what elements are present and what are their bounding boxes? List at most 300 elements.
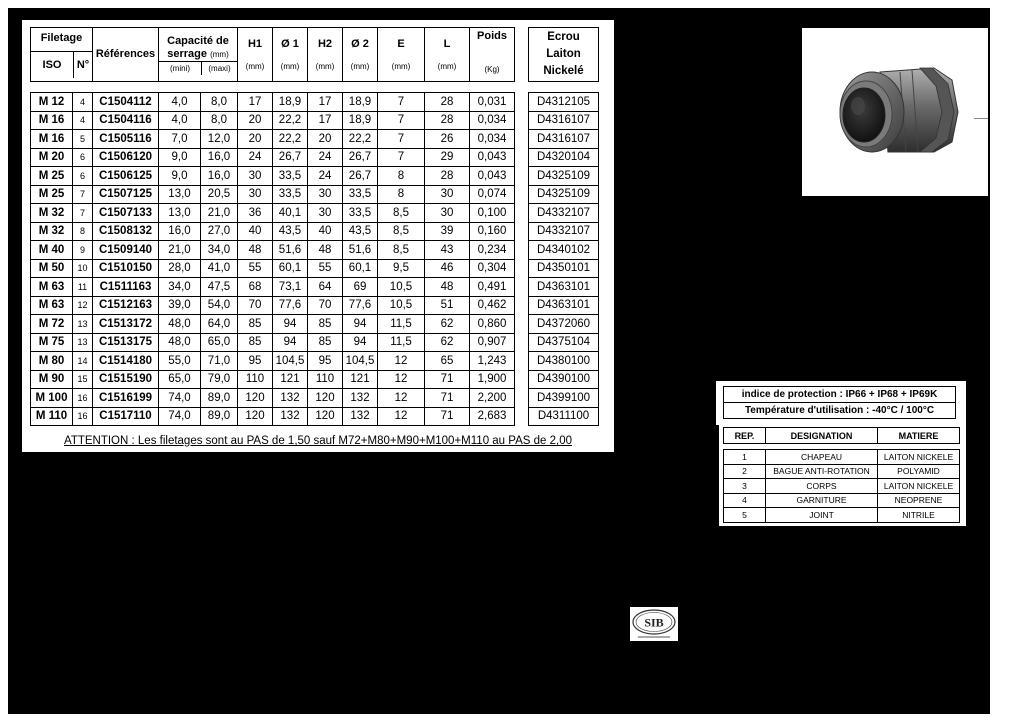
row-reference: C1512163 xyxy=(93,296,159,315)
row-e: 10,5 xyxy=(378,278,425,297)
row-d1: 121 xyxy=(273,370,308,389)
row-h1: 20 xyxy=(238,111,273,130)
row-d2: 60,1 xyxy=(343,259,378,278)
header-l-unit: (mm) xyxy=(437,61,457,71)
row-reference: C1507125 xyxy=(93,185,159,204)
row-l: 28 xyxy=(425,111,470,130)
row-capacity-max: 27,0 xyxy=(201,222,238,241)
row-capacity-max: 89,0 xyxy=(201,389,238,408)
parts-designation: GARNITURE xyxy=(766,493,878,508)
row-capacity-max: 79,0 xyxy=(201,370,238,389)
row-capacity-max: 16,0 xyxy=(201,148,238,167)
header-iso: ISO xyxy=(31,52,74,78)
row-l: 28 xyxy=(425,167,470,186)
header-d1-label: Ø 1 xyxy=(281,37,299,50)
header-e xyxy=(378,28,425,82)
row-h2: 30 xyxy=(308,185,343,204)
protection-panel xyxy=(716,381,966,425)
row-e: 11,5 xyxy=(378,333,425,352)
header-mini: (mini) xyxy=(159,62,202,75)
column-gap xyxy=(515,278,529,297)
sib-logo-mark xyxy=(630,607,678,641)
header-h2-label: H2 xyxy=(317,37,333,50)
row-capacity-min: 9,0 xyxy=(159,167,201,186)
column-gap xyxy=(515,28,529,82)
header-poids-unit: (Kg) xyxy=(484,65,500,74)
row-weight: 0,043 xyxy=(470,167,515,186)
row-capacity-min: 39,0 xyxy=(159,296,201,315)
parts-row xyxy=(724,450,960,465)
row-l: 48 xyxy=(425,278,470,297)
side-marker-a: A xyxy=(982,59,987,65)
row-e: 10,5 xyxy=(378,296,425,315)
row-h1: 48 xyxy=(238,241,273,260)
row-capacity-min: 74,0 xyxy=(159,389,201,408)
row-number: 14 xyxy=(73,352,93,371)
row-d1: 18,9 xyxy=(273,93,308,112)
row-capacity-min: 13,0 xyxy=(159,204,201,223)
table-row xyxy=(31,148,599,167)
row-weight: 0,034 xyxy=(470,130,515,149)
row-l: 28 xyxy=(425,93,470,112)
row-ecrou: D4312105 xyxy=(529,93,599,112)
header-d1 xyxy=(273,28,308,82)
table-row xyxy=(31,111,599,130)
parts-rep: 5 xyxy=(724,508,766,523)
row-ecrou: D4350101 xyxy=(529,259,599,278)
row-d1: 26,7 xyxy=(273,148,308,167)
cable-gland-image xyxy=(802,28,988,196)
row-iso: M 100 xyxy=(31,389,73,408)
row-number: 4 xyxy=(73,111,93,130)
main-table-panel xyxy=(22,20,614,452)
row-d1: 22,2 xyxy=(273,111,308,130)
row-h2: 70 xyxy=(308,296,343,315)
column-gap xyxy=(515,167,529,186)
row-capacity-max: 16,0 xyxy=(201,167,238,186)
row-e: 7 xyxy=(378,111,425,130)
header-ecrou-line3: Nickelé xyxy=(543,65,584,77)
row-capacity-min: 4,0 xyxy=(159,93,201,112)
row-iso: M 72 xyxy=(31,315,73,334)
parts-row xyxy=(724,464,960,479)
row-e: 8,5 xyxy=(378,204,425,223)
row-h2: 24 xyxy=(308,167,343,186)
row-capacity-max: 20,5 xyxy=(201,185,238,204)
table-row xyxy=(31,130,599,149)
row-d1: 132 xyxy=(273,389,308,408)
row-e: 12 xyxy=(378,370,425,389)
row-weight: 2,200 xyxy=(470,389,515,408)
row-h1: 24 xyxy=(238,148,273,167)
row-d2: 18,9 xyxy=(343,93,378,112)
row-h2: 110 xyxy=(308,370,343,389)
row-ecrou: D4332107 xyxy=(529,204,599,223)
row-capacity-max: 89,0 xyxy=(201,407,238,426)
row-capacity-min: 55,0 xyxy=(159,352,201,371)
header-capacite-unit: (mm) xyxy=(210,49,229,59)
table-row xyxy=(31,370,599,389)
side-marker-b: B xyxy=(982,174,987,180)
row-ecrou: D4311100 xyxy=(529,407,599,426)
row-reference: C1517110 xyxy=(93,407,159,426)
row-h2: 17 xyxy=(308,93,343,112)
row-capacity-min: 74,0 xyxy=(159,407,201,426)
row-number: 7 xyxy=(73,185,93,204)
table-row xyxy=(31,185,599,204)
row-reference: C1504116 xyxy=(93,111,159,130)
sib-logo-text: SIB xyxy=(644,615,664,630)
header-ecrou xyxy=(529,28,599,82)
row-reference: C1507133 xyxy=(93,204,159,223)
header-ecrou-line2: Laiton xyxy=(546,48,581,60)
row-iso: M 90 xyxy=(31,370,73,389)
row-weight: 0,043 xyxy=(470,148,515,167)
row-ecrou: D4332107 xyxy=(529,222,599,241)
column-gap xyxy=(515,204,529,223)
column-gap xyxy=(515,407,529,426)
parts-list-panel xyxy=(719,425,966,526)
parts-designation: JOINT xyxy=(766,508,878,523)
row-iso: M 63 xyxy=(31,278,73,297)
row-iso: M 63 xyxy=(31,296,73,315)
column-gap xyxy=(515,333,529,352)
table-row xyxy=(31,241,599,260)
row-iso: M 16 xyxy=(31,130,73,149)
row-reference: C1516199 xyxy=(93,389,159,408)
row-h1: 120 xyxy=(238,389,273,408)
row-d2: 104,5 xyxy=(343,352,378,371)
row-number: 12 xyxy=(73,296,93,315)
header-spacer-row xyxy=(31,82,599,93)
operating-temperature: Température d'utilisation : -40°C / 100°C xyxy=(724,403,956,419)
row-e: 8,5 xyxy=(378,222,425,241)
row-number: 11 xyxy=(73,278,93,297)
row-d1: 94 xyxy=(273,333,308,352)
row-h2: 48 xyxy=(308,241,343,260)
row-h2: 120 xyxy=(308,389,343,408)
row-e: 9,5 xyxy=(378,259,425,278)
row-h1: 95 xyxy=(238,352,273,371)
header-capacite xyxy=(159,28,238,82)
row-e: 8 xyxy=(378,167,425,186)
row-l: 46 xyxy=(425,259,470,278)
row-l: 43 xyxy=(425,241,470,260)
row-h2: 85 xyxy=(308,333,343,352)
row-h1: 20 xyxy=(238,130,273,149)
row-reference: C1508132 xyxy=(93,222,159,241)
row-d2: 132 xyxy=(343,389,378,408)
header-n: N° xyxy=(76,58,90,71)
table-row xyxy=(31,407,599,426)
row-number: 4 xyxy=(73,93,93,112)
row-capacity-max: 8,0 xyxy=(201,93,238,112)
row-weight: 0,907 xyxy=(470,333,515,352)
row-reference: C1506120 xyxy=(93,148,159,167)
table-row xyxy=(31,333,599,352)
row-capacity-min: 7,0 xyxy=(159,130,201,149)
table-row xyxy=(31,259,599,278)
row-number: 6 xyxy=(73,148,93,167)
row-e: 12 xyxy=(378,352,425,371)
row-reference: C1510150 xyxy=(93,259,159,278)
row-h1: 30 xyxy=(238,185,273,204)
row-reference: C1506125 xyxy=(93,167,159,186)
row-capacity-max: 34,0 xyxy=(201,241,238,260)
row-capacity-min: 48,0 xyxy=(159,333,201,352)
parts-header-matiere: MATIERE xyxy=(878,428,960,444)
row-iso: M 25 xyxy=(31,185,73,204)
column-gap xyxy=(515,296,529,315)
header-filetage xyxy=(31,28,93,82)
product-image-panel xyxy=(802,28,988,196)
column-gap xyxy=(515,93,529,112)
row-l: 71 xyxy=(425,370,470,389)
row-weight: 1,243 xyxy=(470,352,515,371)
row-h2: 85 xyxy=(308,315,343,334)
row-d1: 51,6 xyxy=(273,241,308,260)
row-e: 7 xyxy=(378,93,425,112)
row-d2: 18,9 xyxy=(343,111,378,130)
row-ecrou: D4380100 xyxy=(529,352,599,371)
row-number: 16 xyxy=(73,407,93,426)
row-number: 8 xyxy=(73,222,93,241)
row-capacity-min: 21,0 xyxy=(159,241,201,260)
parts-designation: CHAPEAU xyxy=(766,450,878,465)
row-capacity-min: 16,0 xyxy=(159,222,201,241)
row-iso: M 20 xyxy=(31,148,73,167)
row-reference: C1509140 xyxy=(93,241,159,260)
row-capacity-min: 13,0 xyxy=(159,185,201,204)
row-h2: 40 xyxy=(308,222,343,241)
row-weight: 0,860 xyxy=(470,315,515,334)
row-d1: 40,1 xyxy=(273,204,308,223)
table-row xyxy=(31,315,599,334)
row-h2: 24 xyxy=(308,148,343,167)
row-number: 10 xyxy=(73,259,93,278)
row-iso: M 32 xyxy=(31,222,73,241)
row-capacity-max: 41,0 xyxy=(201,259,238,278)
row-d2: 77,6 xyxy=(343,296,378,315)
row-capacity-max: 47,5 xyxy=(201,278,238,297)
row-d1: 22,2 xyxy=(273,130,308,149)
row-ecrou: D4320104 xyxy=(529,148,599,167)
row-iso: M 32 xyxy=(31,204,73,223)
row-ecrou: D4390100 xyxy=(529,370,599,389)
row-ecrou: D4325109 xyxy=(529,167,599,186)
row-reference: C1513175 xyxy=(93,333,159,352)
column-gap xyxy=(515,185,529,204)
row-weight: 0,031 xyxy=(470,93,515,112)
row-l: 29 xyxy=(425,148,470,167)
row-capacity-max: 21,0 xyxy=(201,204,238,223)
parts-rep: 2 xyxy=(724,464,766,479)
row-number: 15 xyxy=(73,370,93,389)
row-d1: 33,5 xyxy=(273,167,308,186)
row-ecrou: D4363101 xyxy=(529,296,599,315)
column-gap xyxy=(515,370,529,389)
side-divider xyxy=(974,118,988,119)
row-h2: 20 xyxy=(308,130,343,149)
attention-note: ATTENTION : Les filetages sont au PAS de 1,50 sauf M72+M80+M90+M100+M110 au PAS de 2,00 xyxy=(64,435,572,447)
sib-logo xyxy=(630,607,678,641)
row-d2: 121 xyxy=(343,370,378,389)
row-h2: 95 xyxy=(308,352,343,371)
row-h2: 64 xyxy=(308,278,343,297)
row-ecrou: D4325109 xyxy=(529,185,599,204)
table-row xyxy=(31,352,599,371)
header-d2-label: Ø 2 xyxy=(351,37,369,50)
row-h1: 30 xyxy=(238,167,273,186)
column-gap xyxy=(515,389,529,408)
row-number: 9 xyxy=(73,241,93,260)
row-iso: M 75 xyxy=(31,333,73,352)
row-iso: M 12 xyxy=(31,93,73,112)
row-d1: 94 xyxy=(273,315,308,334)
table-row xyxy=(31,167,599,186)
row-l: 39 xyxy=(425,222,470,241)
table-row xyxy=(31,296,599,315)
row-weight: 0,491 xyxy=(470,278,515,297)
row-capacity-min: 65,0 xyxy=(159,370,201,389)
row-weight: 0,100 xyxy=(470,204,515,223)
row-h1: 36 xyxy=(238,204,273,223)
row-h1: 68 xyxy=(238,278,273,297)
row-d2: 22,2 xyxy=(343,130,378,149)
parts-rep: 3 xyxy=(724,479,766,494)
header-h1 xyxy=(238,28,273,82)
row-capacity-min: 4,0 xyxy=(159,111,201,130)
row-ecrou: D4363101 xyxy=(529,278,599,297)
header-d2-unit: (mm) xyxy=(350,61,370,71)
row-weight: 0,234 xyxy=(470,241,515,260)
row-e: 11,5 xyxy=(378,315,425,334)
row-h1: 70 xyxy=(238,296,273,315)
row-h2: 17 xyxy=(308,111,343,130)
row-number: 13 xyxy=(73,315,93,334)
row-reference: C1514180 xyxy=(93,352,159,371)
header-h2 xyxy=(308,28,343,82)
row-d1: 77,6 xyxy=(273,296,308,315)
column-gap xyxy=(515,222,529,241)
header-maxi: (maxi) xyxy=(208,63,231,73)
row-d1: 33,5 xyxy=(273,185,308,204)
row-capacity-max: 54,0 xyxy=(201,296,238,315)
header-l-label: L xyxy=(443,37,451,50)
header-capacite-line2: serrage xyxy=(167,47,208,60)
column-gap xyxy=(515,148,529,167)
row-l: 51 xyxy=(425,296,470,315)
row-number: 13 xyxy=(73,333,93,352)
header-h2-unit: (mm) xyxy=(315,61,335,71)
table-row xyxy=(31,93,599,112)
row-d2: 33,5 xyxy=(343,204,378,223)
row-number: 6 xyxy=(73,167,93,186)
row-iso: M 50 xyxy=(31,259,73,278)
parts-material: NITRILE xyxy=(878,508,960,523)
header-h1-label: H1 xyxy=(247,37,263,50)
row-d1: 104,5 xyxy=(273,352,308,371)
row-l: 71 xyxy=(425,389,470,408)
row-h1: 85 xyxy=(238,333,273,352)
column-gap xyxy=(515,241,529,260)
parts-list-table xyxy=(723,427,960,523)
row-capacity-max: 64,0 xyxy=(201,315,238,334)
row-l: 65 xyxy=(425,352,470,371)
parts-list-body xyxy=(724,450,960,523)
parts-row xyxy=(724,479,960,494)
row-d2: 69 xyxy=(343,278,378,297)
row-iso: M 80 xyxy=(31,352,73,371)
row-weight: 0,462 xyxy=(470,296,515,315)
row-h1: 85 xyxy=(238,315,273,334)
row-capacity-max: 12,0 xyxy=(201,130,238,149)
row-d1: 60,1 xyxy=(273,259,308,278)
row-ecrou: D4399100 xyxy=(529,389,599,408)
table-row xyxy=(31,278,599,297)
header-filetage-label: Filetage xyxy=(40,31,83,44)
row-h2: 120 xyxy=(308,407,343,426)
row-l: 26 xyxy=(425,130,470,149)
row-l: 62 xyxy=(425,333,470,352)
header-h1-unit: (mm) xyxy=(245,61,265,71)
row-capacity-max: 71,0 xyxy=(201,352,238,371)
row-capacity-min: 34,0 xyxy=(159,278,201,297)
dimensions-table xyxy=(30,27,599,426)
header-l xyxy=(425,28,470,82)
row-reference: C1505116 xyxy=(93,130,159,149)
header-e-label: E xyxy=(397,37,405,50)
row-reference: C1513172 xyxy=(93,315,159,334)
parts-row xyxy=(724,508,960,523)
row-number: 5 xyxy=(73,130,93,149)
row-h1: 17 xyxy=(238,93,273,112)
row-h1: 55 xyxy=(238,259,273,278)
row-d1: 132 xyxy=(273,407,308,426)
row-d2: 26,7 xyxy=(343,148,378,167)
row-ecrou: D4316107 xyxy=(529,111,599,130)
protection-index: indice de protection : IP66 + IP68 + IP69K xyxy=(724,387,956,403)
parts-material: LAITON NICKELE xyxy=(878,450,960,465)
row-reference: C1511163 xyxy=(93,278,159,297)
row-e: 12 xyxy=(378,407,425,426)
row-weight: 0,160 xyxy=(470,222,515,241)
row-reference: C1504112 xyxy=(93,93,159,112)
row-ecrou: D4316107 xyxy=(529,130,599,149)
row-iso: M 110 xyxy=(31,407,73,426)
parts-material: NEOPRENE xyxy=(878,493,960,508)
row-h1: 40 xyxy=(238,222,273,241)
row-ecrou: D4372060 xyxy=(529,315,599,334)
parts-rep: 4 xyxy=(724,493,766,508)
row-l: 30 xyxy=(425,204,470,223)
row-e: 7 xyxy=(378,130,425,149)
parts-designation: BAGUE ANTI-ROTATION xyxy=(766,464,878,479)
row-reference: C1515190 xyxy=(93,370,159,389)
row-ecrou: D4375104 xyxy=(529,333,599,352)
row-number: 16 xyxy=(73,389,93,408)
header-capacite-line1: Capacité de xyxy=(167,34,229,47)
row-number: 7 xyxy=(73,204,93,223)
row-d2: 132 xyxy=(343,407,378,426)
row-capacity-min: 48,0 xyxy=(159,315,201,334)
header-d2 xyxy=(343,28,378,82)
row-h1: 120 xyxy=(238,407,273,426)
row-iso: M 16 xyxy=(31,111,73,130)
row-l: 62 xyxy=(425,315,470,334)
parts-material: LAITON NICKELE xyxy=(878,479,960,494)
row-d2: 26,7 xyxy=(343,167,378,186)
